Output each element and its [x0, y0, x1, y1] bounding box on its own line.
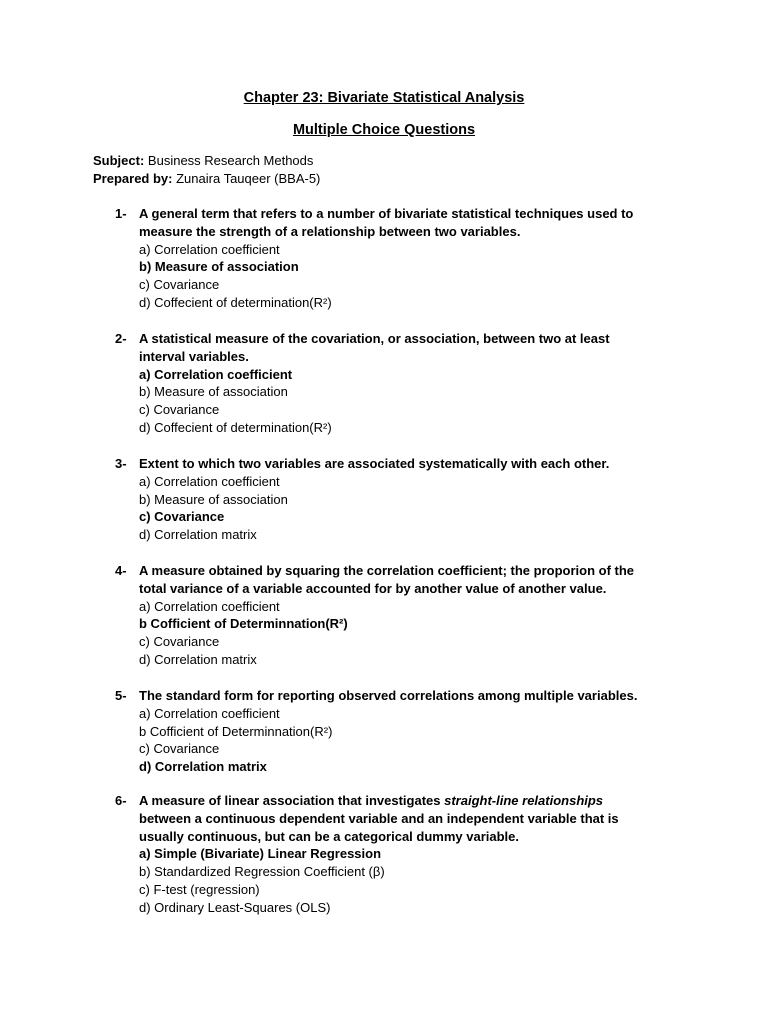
question-number: 6-: [115, 793, 127, 808]
question-number: 4-: [115, 563, 127, 578]
question-item: [115, 330, 675, 437]
question-item: [115, 792, 675, 917]
answer-option: d) Ordinary Least-Squares (OLS): [139, 899, 331, 915]
question-stem-line: The standard form for reporting observed correlations among multiple variables.: [139, 688, 638, 703]
question-number: 2-: [115, 331, 127, 346]
question-stem-line: Extent to which two variables are associated systematically with each other.: [139, 456, 610, 471]
answer-option: b) Measure of association: [139, 491, 288, 507]
answer-option: d) Correlation matrix: [139, 651, 257, 667]
answer-option-correct: b Cofficient of Determinnation(R²): [139, 616, 348, 632]
question-stem-line: A statistical measure of the covariation, or association, between two at least: [139, 331, 610, 346]
subject-label: Subject:: [93, 153, 145, 168]
answer-option: a) Correlation coefficient: [139, 705, 280, 721]
answer-option: a) Correlation coefficient: [139, 598, 280, 614]
question-body: [139, 205, 675, 312]
question-body: [139, 330, 675, 437]
question-item: [115, 205, 675, 312]
question-body: [139, 792, 675, 917]
question-stem-line: A general term that refers to a number of bivariate statistical techniques used to: [139, 206, 634, 221]
question-stem-line: total variance of a variable accounted for by another value of another value.: [139, 580, 607, 596]
subject-value: Business Research Methods: [147, 153, 314, 168]
question-stem-line: A measure of linear association that investigates straight-line relationships: [139, 793, 604, 808]
question-body: [139, 455, 675, 544]
question-stem-line: measure the strength of a relationship between two variables.: [139, 223, 521, 239]
answer-option-correct: a) Simple (Bivariate) Linear Regression: [139, 846, 382, 862]
question-stem-line: usually continuous, but can be a categorical dummy variable.: [139, 828, 519, 844]
emphasized-phrase: straight-line relationships: [444, 793, 604, 808]
answer-option: c) Covariance: [139, 634, 220, 650]
question-item: [115, 562, 675, 669]
answer-option-correct: c) Covariance: [139, 509, 225, 525]
answer-option: b Cofficient of Determinnation(R²): [139, 723, 333, 739]
question-body: [139, 687, 675, 776]
answer-option: c) Covariance: [139, 402, 220, 418]
answer-option: a) Correlation coefficient: [139, 473, 280, 489]
answer-option: c) Covariance: [139, 277, 220, 293]
prepared-by-value: Zunaira Tauqeer (BBA-5): [176, 171, 321, 186]
prepared-by-label: Prepared by:: [93, 171, 173, 186]
answer-option-correct: a) Correlation coefficient: [139, 366, 293, 382]
answer-option: b) Measure of association: [139, 384, 288, 400]
question-stem-line: interval variables.: [139, 348, 249, 364]
answer-option: c) F-test (regression): [139, 881, 260, 897]
answer-option-correct: d) Correlation matrix: [139, 759, 267, 775]
prepared-by-line: [93, 170, 320, 188]
question-stem-line: between a continuous dependent variable and an independent variable that is: [139, 810, 619, 826]
question-item: [115, 455, 675, 544]
answer-option: b) Standardized Regression Coefficient (β): [139, 864, 385, 880]
answer-option: d) Coffecient of determination(R²): [139, 419, 332, 435]
question-body: [139, 562, 675, 669]
answer-option: a) Correlation coefficient: [139, 241, 280, 257]
question-item: [115, 687, 675, 776]
section-subtitle: Multiple Choice Questions: [292, 122, 476, 138]
question-stem-line: A measure obtained by squaring the correlation coefficient; the proporion of the: [139, 563, 635, 578]
answer-option: c) Covariance: [139, 741, 220, 757]
answer-option: d) Coffecient of determination(R²): [139, 294, 332, 310]
answer-option-correct: b) Measure of association: [139, 259, 299, 275]
question-number: 5-: [115, 688, 127, 703]
subject-line: [93, 152, 313, 170]
answer-option: d) Correlation matrix: [139, 527, 257, 543]
question-number: 3-: [115, 456, 127, 471]
chapter-title: Chapter 23: Bivariate Statistical Analysis: [243, 90, 525, 106]
question-number: 1-: [115, 206, 127, 221]
